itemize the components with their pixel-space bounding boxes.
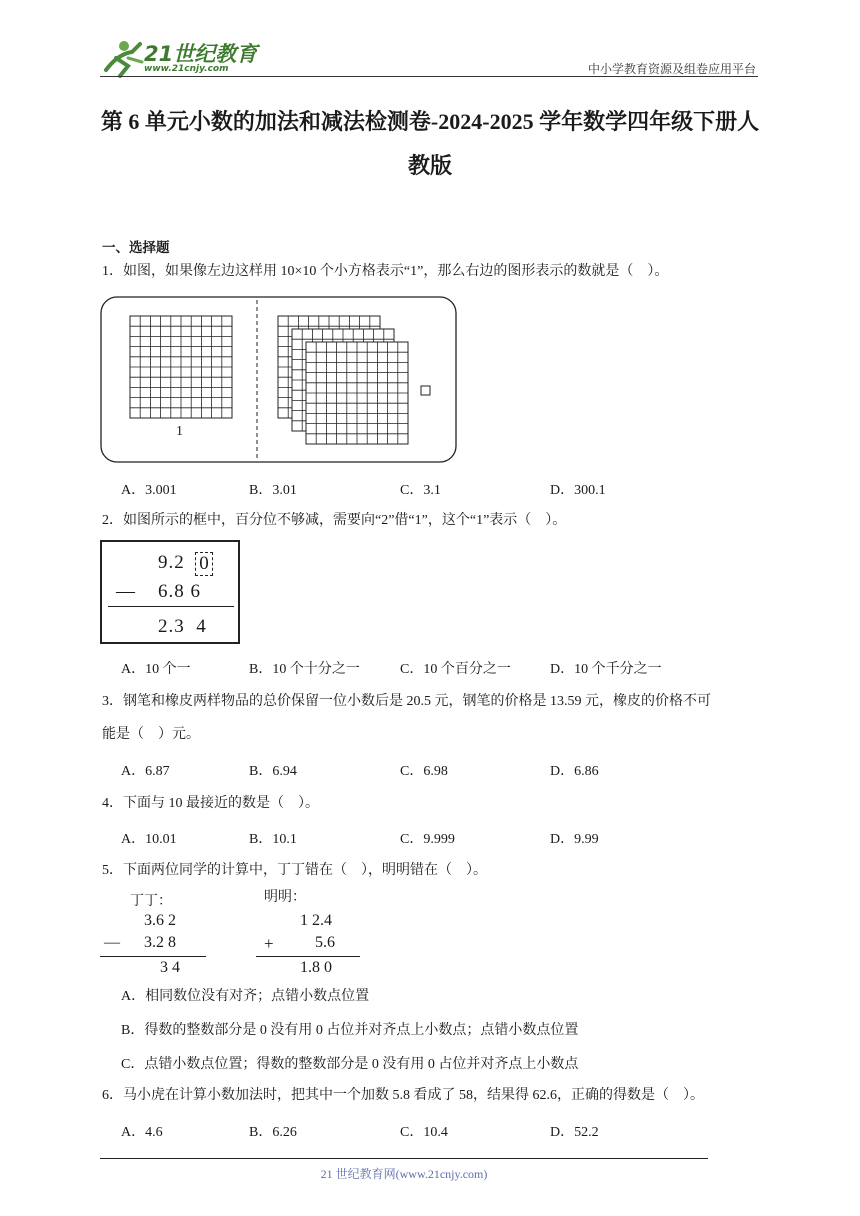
logo-text: 21世纪教育: [144, 42, 258, 66]
q6-option-c[interactable]: C．10.4: [400, 1125, 448, 1140]
q3-option-d[interactable]: D．6.86: [550, 764, 599, 779]
grid-figure: [100, 296, 458, 464]
q2-option-a[interactable]: A．10 个一: [121, 662, 191, 677]
q6-option-d[interactable]: D．52.2: [550, 1125, 599, 1140]
mingming-calc: [256, 886, 366, 978]
calc-rule: [108, 606, 234, 607]
question-3-cont: 能是（ ）元。: [102, 727, 200, 742]
q3-option-b[interactable]: B．6.94: [249, 764, 297, 779]
question-3: 3．钢笔和橡皮两样物品的总价保留一位小数后是 20.5 元，钢笔的价格是 13.59 元，橡皮的价格不可: [102, 694, 711, 709]
q5-option-a[interactable]: A．相同数位没有对齐；点错小数点位置: [121, 989, 370, 1004]
subtraction-figure: [100, 540, 240, 644]
mingming-addend-1: 1 2.4: [300, 912, 332, 929]
figure-label-one: 1: [176, 424, 183, 439]
platform-label: 中小学教育资源及组卷应用平台: [587, 62, 756, 76]
calc-result: 2.3 4: [158, 616, 207, 637]
q3-option-a[interactable]: A．6.87: [121, 764, 170, 779]
borrow-box: 0: [195, 552, 213, 576]
mingming-rule: [256, 956, 360, 957]
dingding-rule: [100, 956, 206, 957]
header-divider: [100, 76, 758, 77]
q5-option-b[interactable]: B．得数的整数部分是 0 没有用 0 占位并对齐点上小数点；点错小数点位置: [121, 1023, 579, 1038]
mingming-addend-2: 5.6: [315, 934, 335, 951]
q1-option-c[interactable]: C．3.1: [400, 483, 441, 498]
q4-option-a[interactable]: A．10.01: [121, 832, 177, 847]
grid-unit-one: [130, 316, 232, 418]
q3-option-c[interactable]: C．6.98: [400, 764, 448, 779]
dingding-calc: [100, 886, 210, 978]
question-1: 1．如图，如果像左边这样用 10×10 个小方格表示“1”，那么右边的图形表示的数就是（ ）。: [102, 264, 669, 279]
calc-top-number: 9.2: [158, 552, 185, 573]
dingding-subtrahend: 3.2 8: [144, 934, 176, 951]
question-6: 6．马小虎在计算小数加法时，把其中一个加数 5.8 看成了 58，结果得 62.6，正确的得数是（ ）。: [102, 1088, 704, 1103]
dingding-result: 3 4: [160, 959, 180, 976]
site-logo: [98, 36, 268, 80]
q5-option-c[interactable]: C．点错小数点位置；得数的整数部分是 0 没有用 0 占位并对齐点上小数点: [121, 1057, 579, 1072]
minus-sign: —: [116, 581, 135, 602]
dingding-op: —: [104, 934, 120, 951]
footer-text: 21 世纪教育网(www.21cnjy.com): [320, 1167, 488, 1181]
q6-option-b[interactable]: B．6.26: [249, 1125, 297, 1140]
page-title: 第 6 单元小数的加法和减法检测卷-2024-2025 学年数学四年级下册人: [100, 109, 760, 134]
grid-stack-3: [306, 342, 408, 444]
q4-option-b[interactable]: B．10.1: [249, 832, 297, 847]
q2-option-c[interactable]: C．10 个百分之一: [400, 662, 511, 677]
mingming-op: +: [264, 934, 274, 953]
q1-option-a[interactable]: A．3.001: [121, 483, 177, 498]
dingding-minuend: 3.6 2: [144, 912, 176, 929]
page-title-line2: 教版: [407, 153, 452, 178]
q4-option-c[interactable]: C．9.999: [400, 832, 455, 847]
question-2: 2．如图所示的框中，百分位不够减，需要向“2”借“1”，这个“1”表示（ ）。: [102, 513, 567, 528]
question-5: 5．下面两位同学的计算中，丁丁错在（ ），明明错在（ ）。: [102, 863, 487, 878]
q2-option-d[interactable]: D．10 个千分之一: [550, 662, 662, 677]
dingding-name: 丁丁：: [130, 894, 172, 909]
mingming-name: 明明：: [264, 890, 306, 905]
q6-option-a[interactable]: A．4.6: [121, 1125, 163, 1140]
logo-url: www.21cnjy.com: [144, 64, 229, 74]
footer-divider: [100, 1158, 708, 1159]
q2-option-b[interactable]: B．10 个十分之一: [249, 662, 360, 677]
q1-option-d[interactable]: D．300.1: [550, 483, 606, 498]
q1-option-b[interactable]: B．3.01: [249, 483, 297, 498]
question-4: 4．下面与 10 最接近的数是（ ）。: [102, 796, 319, 811]
mingming-result: 1.8 0: [300, 959, 332, 976]
q4-option-d[interactable]: D．9.99: [550, 832, 599, 847]
calc-subtrahend: 6.8 6: [158, 581, 201, 602]
section-heading: 一、选择题: [102, 240, 170, 255]
